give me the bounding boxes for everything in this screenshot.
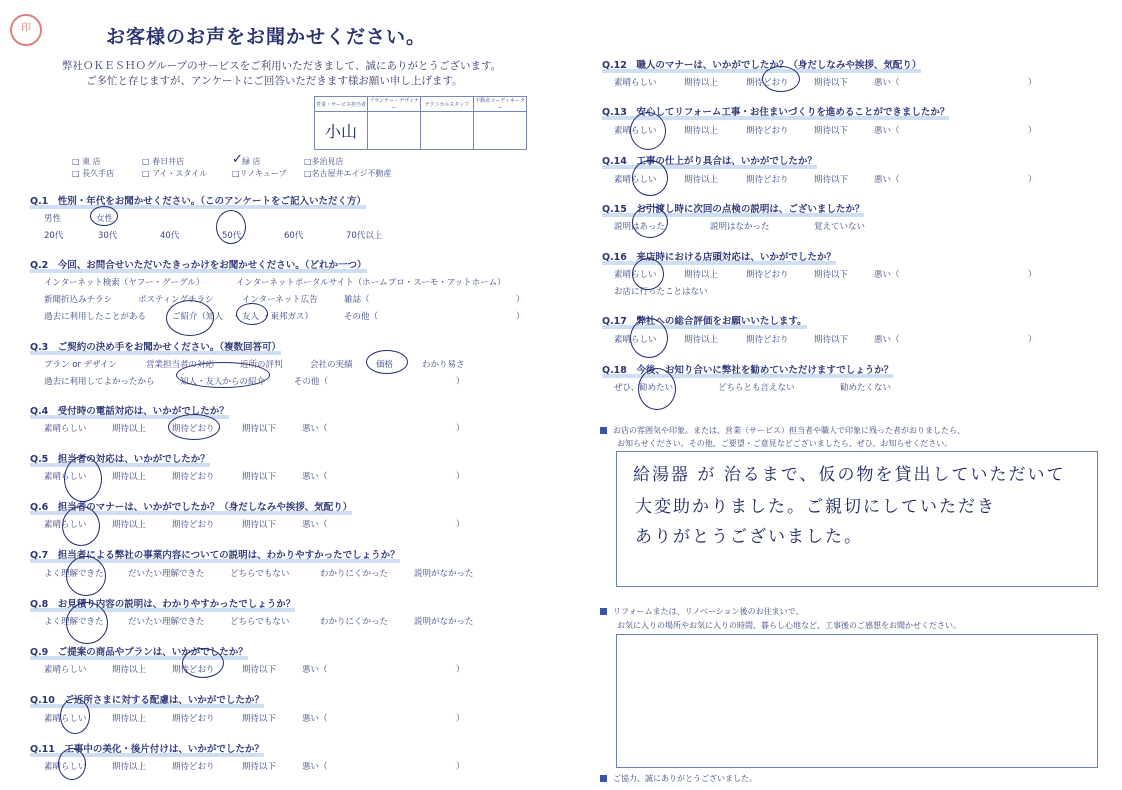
answer-circle xyxy=(66,602,108,644)
answer-circle xyxy=(762,66,800,92)
q16-above[interactable]: 期待以上 xyxy=(684,270,719,280)
q5-title: Q.5 担当者の対応は、いかがでしたか？ xyxy=(30,451,210,465)
staff-cell-realestate[interactable] xyxy=(474,112,527,150)
q4-bad[interactable]: 悪い（ xyxy=(302,424,328,434)
q1-age-40[interactable]: 40代 xyxy=(160,231,180,241)
q17-above[interactable]: 期待以上 xyxy=(684,335,719,345)
q8-mostly[interactable]: だいたい理解できた xyxy=(128,617,205,627)
q2-friend[interactable]: 友人 xyxy=(242,312,260,322)
q2-posting-flyer[interactable]: ポスティングチラシ xyxy=(138,295,214,305)
answer-circle xyxy=(64,456,102,502)
q2-referral[interactable]: ご紹介（知人 xyxy=(172,312,224,322)
q10-title: Q.10 ご近所さまに対する配慮は、いかがでしたか？ xyxy=(30,692,264,706)
q2-title: Q.2 今回、お問合せいただいたきっかけをお聞かせください。（どれか一つ） xyxy=(30,257,367,271)
q14-above[interactable]: 期待以上 xyxy=(684,175,719,185)
q11-as-expected[interactable]: 期待どおり xyxy=(172,762,215,772)
q11-excellent[interactable]: 素晴らしい xyxy=(44,762,87,772)
q16-bad[interactable]: 悪い（ xyxy=(874,270,900,280)
q8-title: Q.8 お見積り内容の説明は、わかりやすかったでしょうか？ xyxy=(30,596,295,610)
q9-bad[interactable]: 悪い（ xyxy=(302,665,328,675)
comment2-label-line1 xyxy=(600,606,803,617)
answer-circle xyxy=(168,414,220,440)
answer-circle xyxy=(60,698,90,734)
q12-below[interactable]: 期待以下 xyxy=(814,78,849,88)
q5-excellent[interactable]: 素晴らしい xyxy=(44,472,87,482)
q5-below[interactable]: 期待以下 xyxy=(242,472,277,482)
q16-never-visited[interactable]: お店に行ったことはない xyxy=(614,287,708,297)
bullet-square-icon xyxy=(600,775,607,782)
store-nagoya-age[interactable]: □名古屋井エイジ不動産 xyxy=(304,169,392,178)
staff-header-technical: テクニカルスタッフ xyxy=(421,97,474,112)
answer-circle xyxy=(216,210,246,244)
q2-portal-site[interactable]: インターネットポータルサイト（ホームプロ・スーモ・アットホーム） xyxy=(236,278,506,288)
store-kasugai[interactable]: □ 春日井店 xyxy=(142,157,185,166)
q15-explained[interactable]: 説明はあった xyxy=(614,222,665,232)
comment1-label-line1 xyxy=(600,425,965,436)
q4-excellent[interactable]: 素晴らしい xyxy=(44,424,87,434)
staff-cell-technical[interactable] xyxy=(421,112,474,150)
q17-bad-close: ） xyxy=(1028,335,1037,345)
q12-above[interactable]: 期待以上 xyxy=(684,78,719,88)
q9-above[interactable]: 期待以上 xyxy=(112,665,147,675)
store-midori[interactable]: 緑 店 xyxy=(242,157,261,166)
answer-circle xyxy=(366,350,408,374)
q10-below[interactable]: 期待以下 xyxy=(242,714,277,724)
q18-recommend[interactable]: ぜひ、勧めたい xyxy=(614,383,674,393)
q3-clarity[interactable]: わかり易さ xyxy=(422,360,465,370)
answer-circle xyxy=(632,206,668,238)
q11-below[interactable]: 期待以下 xyxy=(242,762,277,772)
q6-bad-close: ） xyxy=(456,520,465,530)
intro-line-1: 弊社ＯＫＥＳＨＯグループのサービスをご利用いただきまして、誠にありがとうございます。 xyxy=(62,60,502,72)
q13-bad-close: ） xyxy=(1028,126,1037,136)
staff-header-sales: 営業・サービス担当者 xyxy=(315,97,368,112)
q10-above[interactable]: 期待以上 xyxy=(112,714,147,724)
store-nagakute[interactable]: □ 長久手店 xyxy=(72,169,115,178)
q5-bad-close: ） xyxy=(456,472,465,482)
q2-internet-ad[interactable]: インターネット広告 xyxy=(242,295,318,305)
answer-circle xyxy=(632,258,664,290)
q8-hard[interactable]: わかりにくかった xyxy=(320,617,389,627)
q9-bad-close: ） xyxy=(456,665,465,675)
q3-reputation[interactable]: 近所の評判 xyxy=(240,360,283,370)
q6-bad[interactable]: 悪い（ xyxy=(302,520,328,530)
q8-understood[interactable]: よく理解できた xyxy=(44,617,104,627)
q7-none[interactable]: 説明がなかった xyxy=(414,569,474,579)
bullet-square-icon xyxy=(600,608,607,615)
q1-female[interactable]: 女性 xyxy=(96,214,114,224)
q10-bad-close: ） xyxy=(456,714,465,724)
q17-excellent[interactable]: 素晴らしい xyxy=(614,335,657,345)
q12-bad[interactable]: 悪い（ xyxy=(874,78,900,88)
answer-circle xyxy=(166,300,214,336)
store-istyle[interactable]: □ アイ・スタイル xyxy=(142,169,208,178)
answer-circle xyxy=(66,556,106,596)
q10-excellent[interactable]: 素晴らしい xyxy=(44,714,87,724)
q11-title: Q.11 工事中の美化・後片付けは、いかがでしたか？ xyxy=(30,741,264,755)
q5-bad[interactable]: 悪い（ xyxy=(302,472,328,482)
comment1-hand-line3: ありがとうございました。 xyxy=(635,527,863,547)
q8-none[interactable]: 説明がなかった xyxy=(414,617,474,627)
answer-circle xyxy=(630,318,668,358)
q7-hard[interactable]: わかりにくかった xyxy=(320,569,389,579)
q4-as-expected[interactable]: 期待どおり xyxy=(172,424,215,434)
q12-bad-close: ） xyxy=(1028,78,1037,88)
comment1-hand-line2: 大変助かりました。ご親切にしていただき xyxy=(635,497,996,517)
q14-excellent[interactable]: 素晴らしい xyxy=(614,175,657,185)
q4-above[interactable]: 期待以上 xyxy=(112,424,147,434)
q11-above[interactable]: 期待以上 xyxy=(112,762,147,772)
q9-title: Q.9 ご提案の商品やプランは、いかがでしたか？ xyxy=(30,644,248,658)
q1-male[interactable]: 男性 xyxy=(44,214,62,224)
answer-circle xyxy=(638,368,676,410)
q1-age-50[interactable]: 50代 xyxy=(222,231,242,241)
q17-as-expected[interactable]: 期待どおり xyxy=(746,335,789,345)
q3-price[interactable]: 価格 xyxy=(376,360,394,370)
q9-as-expected[interactable]: 期待どおり xyxy=(172,665,215,675)
page-title: お客様のお声をお聞かせください。 xyxy=(106,26,427,48)
q13-above[interactable]: 期待以上 xyxy=(684,126,719,136)
q7-understood[interactable]: よく理解できた xyxy=(44,569,104,579)
q3-sales-response[interactable]: 営業担当者の対応 xyxy=(146,360,215,370)
q16-bad-close: ） xyxy=(1028,270,1037,280)
q5-above[interactable]: 期待以上 xyxy=(112,472,147,482)
q1-age-20[interactable]: 20代 xyxy=(44,231,64,241)
answer-circle xyxy=(90,206,118,226)
q14-as-expected[interactable]: 期待どおり xyxy=(746,175,789,185)
q12-title: Q.12 職人のマナーは、いかがでしたか？（身だしなみや挨拶、気配り） xyxy=(602,57,921,71)
comment2-textarea[interactable] xyxy=(616,634,1098,768)
q3-title: Q.3 ご契約の決め手をお聞かせください。（複数回答可） xyxy=(30,339,281,353)
q18-neutral[interactable]: どちらとも言えない xyxy=(718,383,795,393)
store-renocube[interactable]: □リノキューブ xyxy=(232,169,287,178)
intro-line-2: ご多忙と存じますが、アンケートにご回答いただきます様お願い申し上げます。 xyxy=(86,75,463,87)
staff-table xyxy=(314,96,527,150)
staff-header-realestate: 不動産コーディネーター xyxy=(475,98,525,111)
q13-excellent[interactable]: 素晴らしい xyxy=(614,126,657,136)
q4-below[interactable]: 期待以下 xyxy=(242,424,277,434)
q11-bad-close: ） xyxy=(456,762,465,772)
answer-circle xyxy=(236,303,268,325)
q7-title: Q.7 担当者による弊社の事業内容についての説明は、わかりやすかったでしょうか？ xyxy=(30,547,400,561)
comment1-hand-line1: 給湯器 が 治るまで、仮の物を貸出していただいて xyxy=(633,465,1066,485)
q17-below[interactable]: 期待以下 xyxy=(814,335,849,345)
footer-thanks xyxy=(600,773,757,784)
q14-bad[interactable]: 悪い（ xyxy=(874,175,900,185)
q13-below[interactable]: 期待以下 xyxy=(814,126,849,136)
q10-bad[interactable]: 悪い（ xyxy=(302,714,328,724)
q18-not-recommend[interactable]: 勧めたくない xyxy=(840,383,892,393)
answer-circle xyxy=(182,648,224,678)
q8-neutral[interactable]: どちらでもない xyxy=(230,617,290,627)
q6-above[interactable]: 期待以上 xyxy=(112,520,147,530)
answer-circle xyxy=(58,748,86,780)
q14-below[interactable]: 期待以下 xyxy=(814,175,849,185)
q1-age-30[interactable]: 30代 xyxy=(98,231,118,241)
q2-magazine[interactable]: 雑誌（ xyxy=(344,295,370,305)
comment2-label-text: リフォームまたは、リノベーション後のお住まいで、 xyxy=(613,607,804,616)
check-mark: ✓ xyxy=(232,152,243,167)
q3-other[interactable]: その他（ xyxy=(294,377,329,387)
q2-dot: ・ xyxy=(232,312,241,322)
q6-below[interactable]: 期待以下 xyxy=(242,520,277,530)
comment1-textarea[interactable] xyxy=(616,451,1098,587)
q3-other-close: ） xyxy=(456,377,465,387)
comment1-label-line2: お知らせください。その他、ご要望・ご意見などございましたら、ぜひ、お知らせください。 xyxy=(617,439,953,448)
q6-excellent[interactable]: 素晴らしい xyxy=(44,520,87,530)
q1-age-60[interactable]: 60代 xyxy=(284,231,304,241)
bullet-square-icon xyxy=(600,427,607,434)
q2-newspaper-flyer[interactable]: 新聞折込みチラシ xyxy=(44,295,113,305)
comment2-label-line2: お気に入りの場所やお気に入りの時間、暮らし心地など、工事後のご感想をお聞かせください。 xyxy=(617,621,961,630)
q16-excellent[interactable]: 素晴らしい xyxy=(614,270,657,280)
q3-referral[interactable]: 知人・友人からの紹介 xyxy=(180,377,266,387)
q9-excellent[interactable]: 素晴らしい xyxy=(44,665,87,675)
q2-toho-gas[interactable]: ・東邦ガス） xyxy=(262,312,314,322)
store-higashi[interactable]: □ 東 店 xyxy=(72,157,101,166)
q7-neutral[interactable]: どちらでもない xyxy=(230,569,290,579)
answer-circle xyxy=(62,506,100,546)
q9-below[interactable]: 期待以下 xyxy=(242,665,277,675)
q13-as-expected[interactable]: 期待どおり xyxy=(746,126,789,136)
staff-cell-sales[interactable] xyxy=(315,112,368,150)
q17-title: Q.17 弊社への総合評価をお願いいたします。 xyxy=(602,313,807,327)
comment1-label-text: お店の雰囲気や印象。または、営業（サービス）担当者や職人で印象に残った者がおりましたら、 xyxy=(613,426,965,435)
q2-other-close: ） xyxy=(516,312,525,322)
q14-bad-close: ） xyxy=(1028,175,1037,185)
q10-as-expected[interactable]: 期待どおり xyxy=(172,714,215,724)
staff-name-handwritten: 小山 xyxy=(324,122,357,141)
footer-text: ご協力、誠にありがとうございました。 xyxy=(613,774,757,783)
q3-track-record[interactable]: 会社の実績 xyxy=(310,360,353,370)
answer-circle xyxy=(176,362,270,388)
seal-stamp: 印 xyxy=(10,14,42,46)
q6-title: Q.6 担当者のマナーは、いかがでしたか？（身だしなみや挨拶、気配り） xyxy=(30,499,352,513)
q16-below[interactable]: 期待以下 xyxy=(814,270,849,280)
q15-not-explained[interactable]: 説明はなかった xyxy=(710,222,770,232)
q13-title: Q.13 安心してリフォーム工事・お住まいづくりを進めることができましたか？ xyxy=(602,104,949,118)
q2-magazine-close: ） xyxy=(516,295,525,305)
q12-as-expected[interactable]: 期待どおり xyxy=(746,78,789,88)
staff-header-planner: プランナー・デザイナー xyxy=(369,98,419,111)
q13-bad[interactable]: 悪い（ xyxy=(874,126,900,136)
q1-age-70[interactable]: 70代以上 xyxy=(346,231,383,241)
q18-title: Q.18 今後、お知り合いに弊社を勧めていただけますでしょうか？ xyxy=(602,362,893,376)
q3-past-use[interactable]: 過去に利用してよかったから xyxy=(44,377,155,387)
q14-title: Q.14 工事の仕上がり具合は、いかがでしたか？ xyxy=(602,153,817,167)
store-tajimi[interactable]: □多治見店 xyxy=(304,157,344,166)
q11-bad[interactable]: 悪い（ xyxy=(302,762,328,772)
q15-dont-remember[interactable]: 覚えていない xyxy=(814,222,866,232)
staff-cell-planner[interactable] xyxy=(368,112,421,150)
q17-bad[interactable]: 悪い（ xyxy=(874,335,900,345)
q6-as-expected[interactable]: 期待どおり xyxy=(172,520,215,530)
q4-bad-close: ） xyxy=(456,424,465,434)
q16-title: Q.16 来店時における店頭対応は、いかがでしたか？ xyxy=(602,249,836,263)
answer-circle xyxy=(630,112,666,150)
q12-excellent[interactable]: 素晴らしい xyxy=(614,78,657,88)
q2-internet-search[interactable]: インターネット検索（ヤフー・グーグル） xyxy=(44,278,205,288)
q2-past-use[interactable]: 過去に利用したことがある xyxy=(44,312,147,322)
q4-title: Q.4 受付時の電話対応は、いかがでしたか？ xyxy=(30,403,229,417)
q2-other[interactable]: その他（ xyxy=(344,312,379,322)
q7-mostly[interactable]: だいたい理解できた xyxy=(128,569,205,579)
q3-plan-design[interactable]: プラン or デザイン xyxy=(44,360,118,370)
q15-title: Q.15 お引渡し時に次回の点検の説明は、ございましたか？ xyxy=(602,201,864,215)
q1-title: Q.1 性別・年代をお聞かせください。（このアンケートをご記入いただく方） xyxy=(30,193,366,207)
answer-circle xyxy=(632,160,668,196)
q5-as-expected[interactable]: 期待どおり xyxy=(172,472,215,482)
q16-as-expected[interactable]: 期待どおり xyxy=(746,270,789,280)
